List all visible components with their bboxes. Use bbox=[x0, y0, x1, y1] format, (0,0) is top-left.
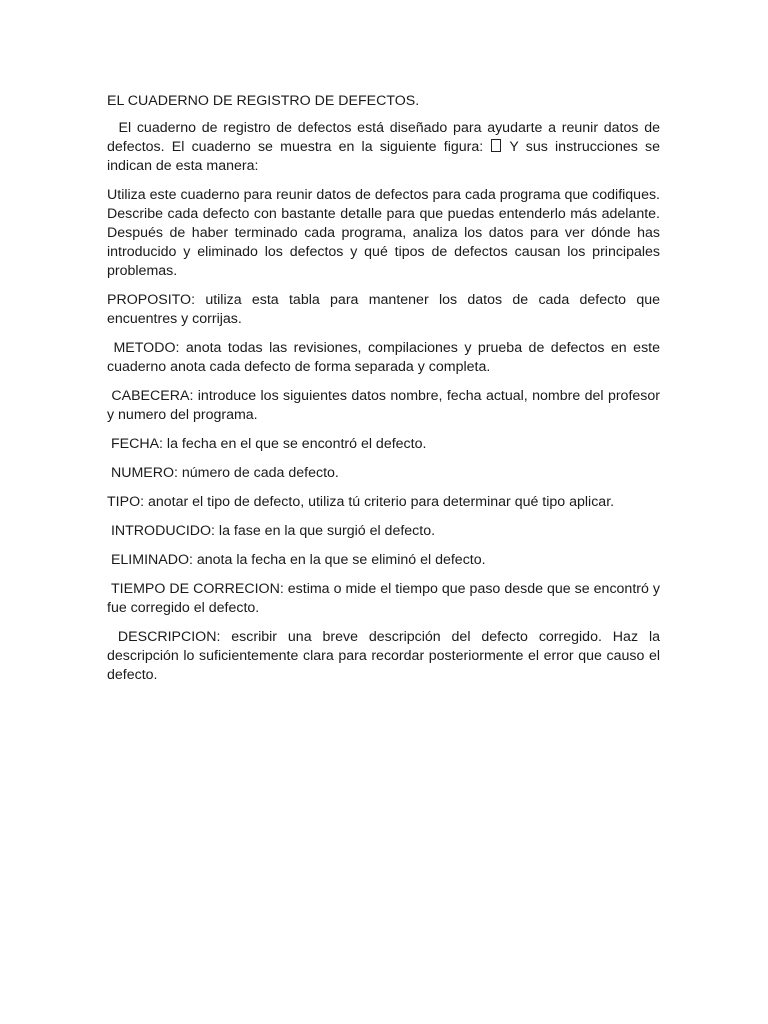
paragraph-fecha: FECHA: la fecha en el que se encontró el defecto. bbox=[107, 436, 427, 452]
missing-glyph-icon bbox=[491, 139, 501, 152]
paragraph-tipo: TIPO: anotar el tipo de defecto, utiliza tú criterio para determinar qué tipo aplicar. bbox=[107, 494, 615, 510]
paragraph-proposito: PROPOSITO: utiliza esta tabla para mantener los datos de cada defecto que encuentres y corrijas. bbox=[107, 292, 660, 327]
paragraph-metodo: METODO: anota todas las revisiones, compilaciones y prueba de defectos en este cuaderno anota cada defecto de forma separada y completa. bbox=[107, 340, 664, 375]
paragraph-utiliza: Utiliza este cuaderno para reunir datos de defectos para cada programa que codifiques. Describe cada defecto con bastante detalle para que puedas entenderlo más adelante. Después de haber terminado cada programa, analiza los datos para ver dónde has introducido y eliminado los defectos y qué tipos de defectos causan los principales problemas. bbox=[107, 187, 660, 279]
paragraph-descripcion: DESCRIPCION: escribir una breve descripción del defecto corregido. Haz la descripción lo suficientemente clara para recordar posteriormente el error que causo el defecto. bbox=[107, 629, 664, 683]
intro-text-start: El cuaderno de registro de defectos está diseñado para ayudarte a reunir datos de defectos. El cuaderno se muestra en la siguiente figura: bbox=[107, 120, 664, 155]
intro-text-end: Y sus instrucciones se indican de esta manera: bbox=[107, 139, 661, 174]
intro-paragraph bbox=[107, 119, 664, 176]
paragraph-eliminado: ELIMINADO: anota la fecha en la que se eliminó el defecto. bbox=[107, 552, 486, 568]
paragraph-tiempo-de-correcion: TIEMPO DE CORRECION: estima o mide el tiempo que paso desde que se encontró y fue corregido el defecto. bbox=[107, 581, 664, 616]
paragraph-cabecera: CABECERA: introduce los siguientes datos nombre, fecha actual, nombre del profesor y numero del programa. bbox=[107, 388, 664, 423]
document-page bbox=[107, 92, 664, 695]
paragraph-introducido: INTRODUCIDO: la fase en la que surgió el defecto. bbox=[107, 523, 436, 539]
document-title: EL CUADERNO DE REGISTRO DE DEFECTOS. bbox=[107, 93, 420, 109]
paragraph-numero: NUMERO: número de cada defecto. bbox=[107, 465, 339, 481]
